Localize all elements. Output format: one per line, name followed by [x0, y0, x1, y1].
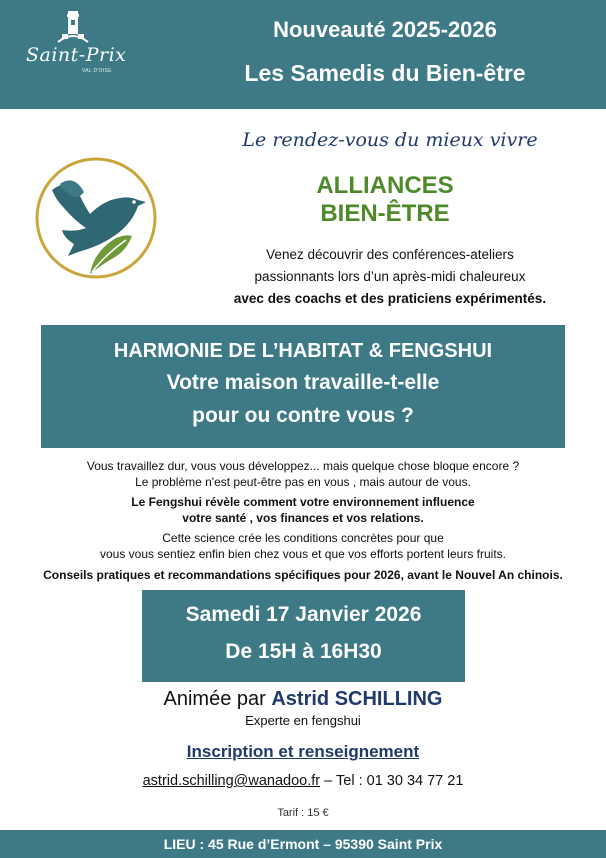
- description-paragraph-3: [0, 530, 606, 562]
- description-line: Le Fengshui révèle comment votre environnement influence: [131, 495, 475, 509]
- phone-number: 01 30 34 77 21: [366, 773, 464, 789]
- topic-question-2: pour ou contre vous ?: [192, 404, 414, 427]
- description-line: Vous travaillez dur, vous vous développez... mais quelque chose bloque encore ?: [86, 459, 520, 473]
- phone-prefix: – Tel :: [320, 773, 367, 789]
- email-link[interactable]: astrid.schilling@wanadoo.fr: [142, 773, 321, 789]
- logo-subtext: VAL D'OISE: [82, 68, 112, 74]
- description-line: Cette science crée les conditions concrètes pour que: [162, 531, 444, 545]
- alliances-brand: [255, 172, 515, 228]
- tower-icon: [56, 8, 90, 48]
- brand-line-1: ALLIANCES: [316, 172, 454, 199]
- event-time: De 15H à 16H30: [225, 640, 382, 663]
- registration-title: Inscription et renseignement: [186, 742, 420, 761]
- event-date: Samedi 17 Janvier 2026: [185, 603, 422, 626]
- description-line: Le problème n'est peut-être pas en vous , mais autour de vous.: [135, 475, 471, 489]
- brand-line-2: BIEN-ÊTRE: [320, 200, 450, 227]
- description-paragraph-1: [0, 458, 606, 490]
- host-line: [0, 688, 606, 711]
- topic-question-1: Votre maison travaille-t-elle: [166, 371, 440, 394]
- header-banner: [0, 0, 606, 109]
- dove-logo-icon: [34, 156, 158, 280]
- contact-line: [0, 773, 606, 789]
- intro-line-2: passionnants lors d’un après-midi chaleureux: [254, 269, 526, 284]
- host-role: Experte en fengshui: [245, 713, 361, 728]
- logo-text: Saint-Prix: [26, 44, 127, 66]
- host-name: Astrid SCHILLING: [271, 688, 443, 710]
- topic-title: HARMONIE DE L’HABITAT & FENGSHUI: [113, 340, 493, 362]
- description-line: vous vous sentiez enfin bien chez vous et que vos efforts portent leurs fruits.: [99, 547, 506, 561]
- intro-text: [185, 244, 595, 310]
- topic-box: [41, 325, 565, 448]
- header-title: Les Samedis du Bien-être: [244, 60, 526, 86]
- description-line: votre santé , vos finances et vos relations.: [182, 511, 424, 525]
- intro-line-1: Venez découvrir des conférences-ateliers: [266, 247, 514, 262]
- price: Tarif : 15 €: [277, 807, 329, 819]
- tagline: Le rendez-vous du mieux vivre: [242, 129, 538, 151]
- intro-line-3: avec des coachs et des praticiens expérimentés.: [233, 291, 547, 306]
- host-prefix: Animée par: [163, 688, 272, 710]
- description-line: Conseils pratiques et recommandations spécifiques pour 2026, avant le Nouvel An chinois.: [43, 568, 563, 582]
- header-novelty: Nouveauté 2025-2026: [273, 17, 497, 42]
- saint-prix-logo: [18, 6, 148, 76]
- description-paragraph-2: [0, 494, 606, 526]
- date-box: [142, 590, 465, 682]
- footer-location: LIEU : 45 Rue d’Ermont – 95390 Saint Prix: [0, 830, 606, 858]
- description-paragraph-4: [0, 567, 606, 583]
